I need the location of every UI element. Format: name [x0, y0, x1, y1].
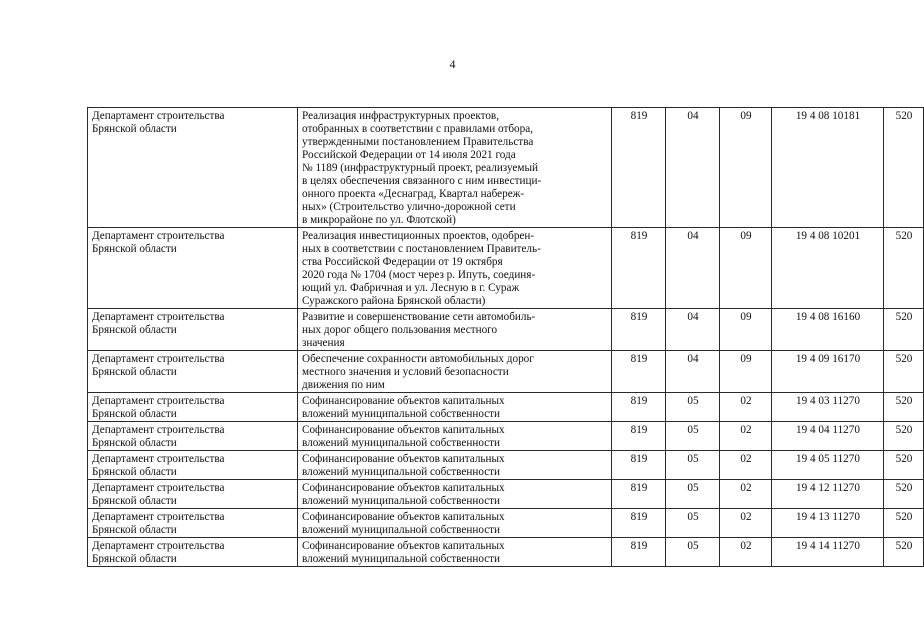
section-cell: 05 — [666, 451, 720, 480]
section-cell: 04 — [666, 351, 720, 393]
expense-type-cell: 520 — [884, 538, 924, 567]
description-cell-line: 2020 года № 1704 (мост через р. Ипуть, соединя- — [302, 269, 536, 281]
description-cell-line: ства Российской Федерации от 19 октября — [302, 256, 503, 268]
table-row — [88, 108, 924, 228]
description-cell-line: ных дорог общего пользования местного — [302, 324, 498, 336]
section-cell: 05 — [666, 422, 720, 451]
description-cell — [298, 538, 612, 567]
section-cell: 05 — [666, 509, 720, 538]
table-body — [88, 108, 924, 567]
expense-type-cell: 520 — [884, 351, 924, 393]
target-article-cell: 19 4 12 11270 — [772, 480, 884, 509]
description-cell-line: ных» (Строительство улично-дорожной сети — [302, 201, 516, 213]
page-number: 4 — [449, 57, 456, 71]
target-article-cell: 19 4 13 11270 — [772, 509, 884, 538]
description-cell-line: Софинансирование объектов капитальных — [302, 511, 505, 523]
description-cell — [298, 309, 612, 351]
description-cell-line: ных в соответствии с постановлением Правитель- — [302, 243, 541, 255]
ministry-code-cell: 819 — [612, 451, 666, 480]
table-row — [88, 351, 924, 393]
ministry-code-cell: 819 — [612, 480, 666, 509]
organization-cell-line: Департамент строительства — [92, 424, 225, 436]
description-cell — [298, 480, 612, 509]
description-cell — [298, 422, 612, 451]
description-cell-line: онного проекта «Деснаград, Квартал набереж- — [302, 188, 525, 200]
target-article-cell: 19 4 08 10201 — [772, 228, 884, 309]
subsection-cell: 02 — [720, 451, 772, 480]
section-cell: 05 — [666, 480, 720, 509]
ministry-code-cell: 819 — [612, 309, 666, 351]
organization-cell-line: Департамент строительства — [92, 395, 225, 407]
description-cell-line: движения по ним — [302, 379, 385, 391]
description-cell-line: Развитие и совершенствование сети автомобиль- — [302, 311, 536, 323]
organization-cell-line: Департамент строительства — [92, 511, 225, 523]
organization-cell-line: Брянской области — [92, 366, 177, 378]
organization-cell-line: Брянской области — [92, 243, 177, 255]
description-cell-line: вложений муниципальной собственности — [302, 495, 501, 507]
expense-type-cell: 520 — [884, 480, 924, 509]
expense-type-cell: 520 — [884, 228, 924, 309]
organization-cell — [88, 422, 298, 451]
organization-cell — [88, 351, 298, 393]
expense-type-cell: 520 — [884, 108, 924, 228]
budget-table — [87, 107, 924, 567]
expense-type-cell: 520 — [884, 393, 924, 422]
table-row — [88, 422, 924, 451]
table-row — [88, 480, 924, 509]
description-cell-line: вложений муниципальной собственности — [302, 553, 501, 565]
ministry-code-cell: 819 — [612, 228, 666, 309]
description-cell-line: в целях обеспечения связанного с ним инвестици- — [302, 175, 542, 187]
ministry-code-cell: 819 — [612, 108, 666, 228]
organization-cell — [88, 228, 298, 309]
section-cell: 05 — [666, 393, 720, 422]
description-cell-line: в микрорайоне по ул. Флотской) — [302, 214, 456, 226]
organization-cell-line: Департамент строительства — [92, 482, 225, 494]
ministry-code-cell: 819 — [612, 538, 666, 567]
organization-cell-line: Департамент строительства — [92, 230, 225, 242]
description-cell-line: вложений муниципальной собственности — [302, 437, 501, 449]
subsection-cell: 02 — [720, 509, 772, 538]
subsection-cell: 02 — [720, 480, 772, 509]
description-cell — [298, 228, 612, 309]
expense-type-cell: 520 — [884, 509, 924, 538]
description-cell-line: № 1189 (инфраструктурный проект, реализуемый — [302, 162, 538, 174]
organization-cell-line: Департамент строительства — [92, 110, 225, 122]
description-cell — [298, 451, 612, 480]
description-cell-line: Софинансирование объектов капитальных — [302, 453, 505, 465]
target-article-cell: 19 4 05 11270 — [772, 451, 884, 480]
description-cell-line: Российской Федерации от 14 июля 2021 года — [302, 149, 516, 161]
subsection-cell: 09 — [720, 309, 772, 351]
description-cell-line: Софинансирование объектов капитальных — [302, 482, 505, 494]
organization-cell-line: Брянской области — [92, 466, 177, 478]
section-cell: 04 — [666, 228, 720, 309]
organization-cell-line: Брянской области — [92, 408, 177, 420]
description-cell-line: Софинансирование объектов капитальных — [302, 424, 505, 436]
organization-cell-line: Брянской области — [92, 324, 177, 336]
table-row — [88, 538, 924, 567]
ministry-code-cell: 819 — [612, 393, 666, 422]
expense-type-cell: 520 — [884, 422, 924, 451]
table-row — [88, 228, 924, 309]
subsection-cell: 02 — [720, 538, 772, 567]
section-cell: 04 — [666, 108, 720, 228]
subsection-cell: 02 — [720, 422, 772, 451]
organization-cell-line: Брянской области — [92, 553, 177, 565]
target-article-cell: 19 4 03 11270 — [772, 393, 884, 422]
description-cell-line: Суражского района Брянской области) — [302, 295, 486, 307]
organization-cell — [88, 451, 298, 480]
organization-cell-line: Брянской области — [92, 495, 177, 507]
description-cell-line: местного значения и условий безопасности — [302, 366, 509, 378]
ministry-code-cell: 819 — [612, 422, 666, 451]
table-row — [88, 393, 924, 422]
subsection-cell: 09 — [720, 351, 772, 393]
description-cell-line: Реализация инфраструктурных проектов, — [302, 110, 500, 122]
organization-cell-line: Брянской области — [92, 524, 177, 536]
subsection-cell: 09 — [720, 228, 772, 309]
expense-type-cell: 520 — [884, 451, 924, 480]
organization-cell — [88, 309, 298, 351]
table-row — [88, 451, 924, 480]
subsection-cell: 09 — [720, 108, 772, 228]
description-cell-line: вложений муниципальной собственности — [302, 466, 501, 478]
organization-cell — [88, 509, 298, 538]
organization-cell-line: Департамент строительства — [92, 311, 225, 323]
section-cell: 05 — [666, 538, 720, 567]
subsection-cell: 02 — [720, 393, 772, 422]
description-cell — [298, 393, 612, 422]
description-cell-line: Реализация инвестиционных проектов, одобрен- — [302, 230, 535, 242]
target-article-cell: 19 4 09 16170 — [772, 351, 884, 393]
organization-cell — [88, 480, 298, 509]
organization-cell — [88, 108, 298, 228]
expense-type-cell: 520 — [884, 309, 924, 351]
organization-cell-line: Департамент строительства — [92, 540, 225, 552]
description-cell-line: вложений муниципальной собственности — [302, 408, 501, 420]
organization-cell-line: Брянской области — [92, 123, 177, 135]
description-cell-line: Софинансирование объектов капитальных — [302, 395, 505, 407]
organization-cell — [88, 538, 298, 567]
description-cell-line: вложений муниципальной собственности — [302, 524, 501, 536]
target-article-cell: 19 4 08 10181 — [772, 108, 884, 228]
organization-cell-line: Департамент строительства — [92, 453, 225, 465]
description-cell-line: утвержденными постановлением Правительства — [302, 136, 534, 148]
ministry-code-cell: 819 — [612, 351, 666, 393]
description-cell-line: Обеспечение сохранности автомобильных дорог — [302, 353, 534, 365]
organization-cell — [88, 393, 298, 422]
table-row — [88, 509, 924, 538]
description-cell-line: отобранных в соответствии с правилами отбора, — [302, 123, 533, 135]
description-cell-line: значения — [302, 337, 345, 349]
ministry-code-cell: 819 — [612, 509, 666, 538]
target-article-cell: 19 4 08 16160 — [772, 309, 884, 351]
target-article-cell: 19 4 04 11270 — [772, 422, 884, 451]
table-row — [88, 309, 924, 351]
description-cell-line: ющий ул. Фабричная и ул. Лесную в г. Сураж — [302, 282, 520, 294]
description-cell — [298, 108, 612, 228]
description-cell — [298, 509, 612, 538]
target-article-cell: 19 4 14 11270 — [772, 538, 884, 567]
description-cell-line: Софинансирование объектов капитальных — [302, 540, 505, 552]
organization-cell-line: Департамент строительства — [92, 353, 225, 365]
section-cell: 04 — [666, 309, 720, 351]
organization-cell-line: Брянской области — [92, 437, 177, 449]
description-cell — [298, 351, 612, 393]
